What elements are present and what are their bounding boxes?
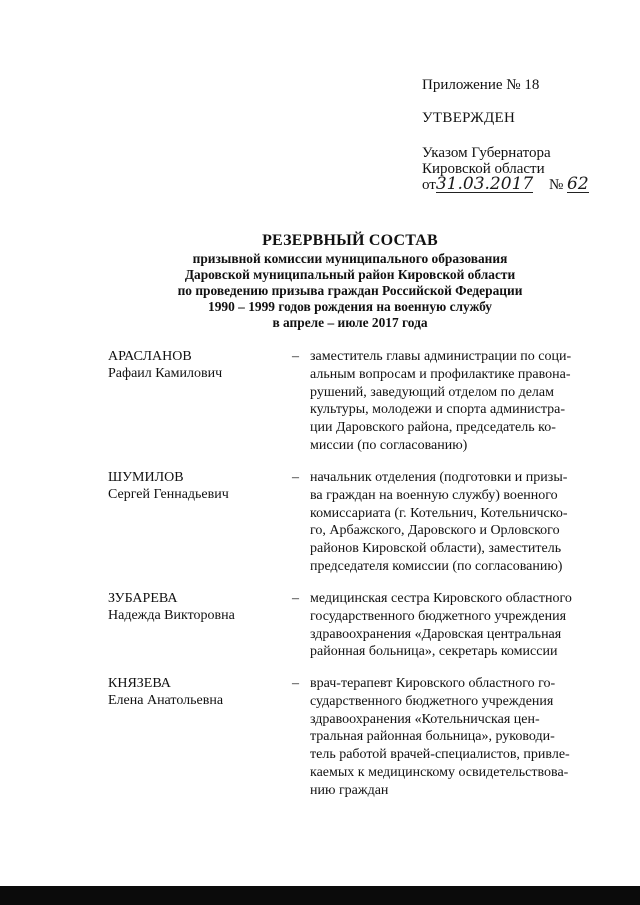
role-line: миссии (по согласованию) (310, 437, 468, 453)
scan-edge-bar (0, 886, 640, 905)
member-dash: – (292, 676, 299, 691)
role-line: альным вопросам и профилактике правона- (310, 366, 571, 382)
title-line-2: Даровской муниципальный район Кировской области (184, 267, 516, 282)
member-name (108, 348, 278, 382)
role-line: здравоохранения «Даровская центральная (310, 626, 562, 642)
approved-heading: УТВЕРЖДЕН (422, 110, 516, 126)
member-surname: ШУМИЛОВ (108, 470, 184, 485)
member-given-names: Сергей Геннадьевич (108, 487, 229, 502)
role-line: культуры, молодежи и спорта администра- (310, 402, 565, 418)
member-role (310, 675, 594, 800)
member-given-names: Рафаил Камилович (108, 366, 223, 381)
role-line: государственного бюджетного учреждения (310, 608, 567, 624)
member-role (310, 348, 594, 455)
member-role (310, 469, 594, 576)
role-line: го, Арбажского, Даровского и Орловского (310, 523, 560, 539)
role-line: начальник отделения (подготовки и призы- (310, 470, 568, 485)
member-name (108, 469, 278, 503)
role-line: врач-терапевт Кировского областного го- (310, 676, 556, 691)
member-name (108, 590, 278, 624)
title-line-3: по проведению призыва граждан Российской Федерации (177, 283, 523, 298)
member-surname: АРАСЛАНОВ (108, 349, 192, 364)
member-given-names: Елена Анатольевна (108, 693, 224, 708)
decree-date: 31.03.2017 (435, 174, 534, 194)
member-given-names: Надежда Викторовна (108, 608, 235, 623)
number-prefix: № (548, 177, 564, 193)
appendix-number: Приложение № 18 (422, 77, 540, 93)
role-line: тральная районная больница», руководи- (310, 729, 555, 745)
decree-date-number-row (422, 174, 589, 194)
role-line: нию граждан (310, 782, 389, 798)
decree-number: 62 (567, 174, 589, 194)
member-dash: – (292, 591, 299, 606)
title-line-4: 1990 – 1999 годов рождения на военную службу (208, 299, 492, 314)
member-name (108, 675, 278, 709)
role-line: районов Кировской области), заместитель (310, 541, 562, 557)
role-line: председателя комиссии (по согласованию) (310, 558, 563, 574)
role-line: каемых к медицинскому освидетельствова- (310, 764, 569, 780)
title-line-1: призывной комиссии муниципального образования (192, 251, 508, 266)
member-role (310, 590, 594, 661)
role-line: рушений, заведующий отделом по делам (310, 384, 554, 400)
role-line: комиссариата (г. Котельнич, Котельничско- (310, 505, 568, 521)
title-main: РЕЗЕРВНЫЙ СОСТАВ (262, 232, 438, 249)
role-line: медицинская сестра Кировского областного (310, 591, 572, 606)
role-line: сударственного бюджетного учреждения (310, 693, 554, 709)
decree-line-2: Кировской области (422, 161, 545, 177)
document-title (100, 231, 600, 331)
role-line: заместитель главы администрации по соци- (310, 349, 572, 364)
decree-reference (422, 145, 589, 193)
title-line-5: в апреле – июле 2017 года (272, 315, 428, 330)
role-line: ции Даровского района, председатель ко- (310, 420, 556, 436)
role-line: ва граждан на военную службу) военного (310, 487, 558, 503)
role-line: районная больница», секретарь комиссии (310, 644, 558, 660)
role-line: тель работой врачей-специалистов, привле- (310, 747, 570, 763)
role-line: здравоохранения «Котельничская цен- (310, 711, 540, 727)
member-surname: ЗУБАРЕВА (108, 591, 178, 606)
date-prefix: от (422, 177, 436, 193)
decree-line-1: Указом Губернатора (422, 145, 551, 161)
member-dash: – (292, 470, 299, 485)
member-surname: КНЯЗЕВА (108, 676, 171, 691)
member-dash: – (292, 349, 299, 364)
